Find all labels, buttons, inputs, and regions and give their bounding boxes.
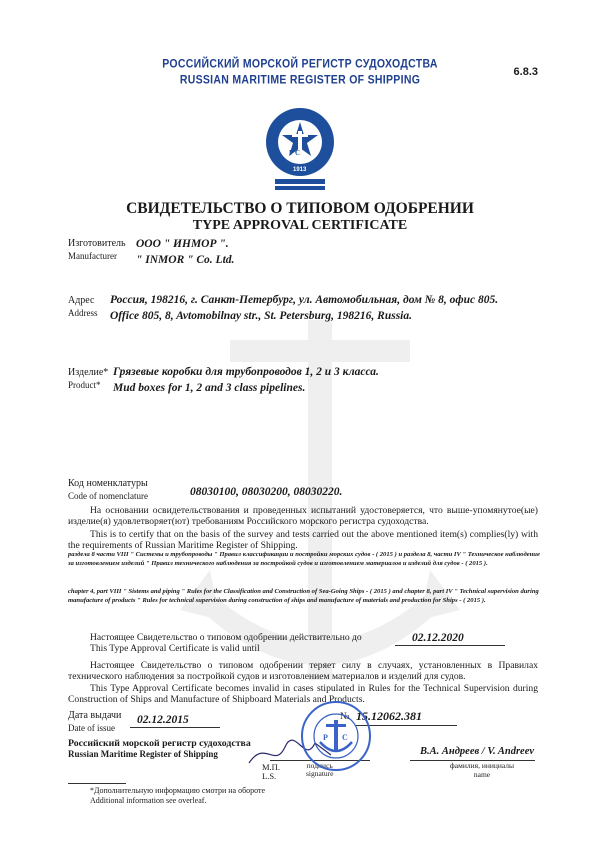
manufacturer-value — [136, 236, 234, 268]
address-value-en: Office 805, 8, Avtomobilnay str., St. Petersburg, 198216, Russia. — [110, 310, 412, 322]
svg-text:Р: Р — [323, 733, 328, 742]
seal-mark — [262, 763, 280, 781]
nomenclature-value: 08030100, 08030200, 08030220. — [190, 486, 343, 498]
basis-en: This is to certify that on the basis of the survey and tests carried out the above mentioned item(s) complies(ly) with the requirements of Russian Maritime Register of Shipping. — [68, 529, 538, 552]
manufacturer-value-en: " INMOR " Co. Ltd. — [136, 254, 235, 266]
signatory-caption — [432, 762, 532, 779]
issue-date: 02.12.2015 — [137, 714, 189, 726]
validity-line — [395, 645, 505, 646]
form-number: 6.8.3 — [513, 66, 538, 78]
header-org-ru: РОССИЙСКИЙ МОРСКОЙ РЕГИСТР СУДОХОДСТВА — [162, 57, 438, 71]
register-header — [0, 56, 600, 88]
signature-caption-en: signature — [306, 769, 334, 778]
product-label-ru: Изделие* — [68, 367, 109, 378]
nomenclature-label-ru: Код номенклатуры — [68, 478, 148, 489]
seal-mark-ru: М.П. — [262, 762, 280, 772]
validity-date: 02.12.2020 — [412, 632, 464, 644]
product-label — [68, 367, 108, 391]
manufacturer-label-en: Manufacturer — [68, 251, 117, 261]
register-name — [68, 738, 251, 760]
header-org-en: RUSSIAN MARITIME REGISTER OF SHIPPING — [179, 73, 421, 87]
invalid-ru: Настоящее Свидетельство о типовом одобрении теряет силу в случаях, установленных в Правилах технического наблюдения за постройкой судов и изготовлением материалов и изделий для судов. — [68, 660, 538, 683]
validity-ru: Настоящее Свидетельство о типовом одобрении действительно до — [90, 632, 362, 643]
address-label — [68, 295, 98, 319]
footnote-rule — [68, 783, 126, 784]
product-value-en: Mud boxes for 1, 2 and 3 class pipelines. — [113, 382, 306, 394]
register-name-en: Russian Maritime Register of Shipping — [68, 749, 218, 759]
signatory-name: В.А. Андреев / V. Andreev — [420, 746, 535, 757]
issue-number: 15.12062.381 — [356, 709, 422, 723]
footnote-en: Additional information see overleaf. — [90, 796, 207, 805]
rules-en: chapter 4, part VIII " Sistems and piping " Rules for the Classification and Construction of Sea-Going Ships - ( 2015 ) and chapter 8, part IV " Technical supervision during manufacture of products " Rules for technical supervision during construction of ships and manufacture of materials and production for Ships - ( 2015 ). — [68, 588, 539, 604]
signatory-caption-en: name — [473, 769, 491, 779]
basis-ru: На основании освидетельствования и проведенных испытаний удостоверяется, что выше-упомянутое(ые) изделие(я) удовлетворяет(ют) требованиям Российского морского регистра судоходства. — [68, 505, 538, 528]
nomenclature-label — [68, 478, 148, 502]
emblem-year: 1913 — [293, 167, 307, 173]
manufacturer-value-ru: ООО " ИНМОР ". — [136, 238, 229, 250]
issue-label — [68, 710, 121, 734]
title-ru: СВИДЕТЕЛЬСТВО О ТИПОВОМ ОДОБРЕНИИ — [126, 200, 474, 217]
svg-text:С: С — [342, 733, 348, 742]
nomenclature-label-en: Code of nomenclature — [68, 491, 148, 501]
register-emblem-icon — [263, 97, 337, 197]
invalid-en: This Type Approval Certificate becomes invalid in cases stipulated in Rules for the Technical Supervision during Construction of Ships and Manufacture of Shipboard Materials and Products. — [68, 683, 538, 706]
issue-number-prefix: № — [340, 711, 350, 722]
issue-label-en: Date of issue — [68, 723, 115, 733]
manufacturer-label — [68, 238, 126, 262]
seal-mark-en: L.S. — [262, 771, 277, 781]
register-name-ru: Российский морской регистр судоходства — [68, 738, 251, 749]
address-value-ru: Россия, 198216, г. Санкт-Петербург, ул. Автомобильная, дом № 8, офис 805. — [110, 294, 499, 306]
product-label-en: Product* — [68, 380, 101, 390]
footnote — [90, 786, 265, 806]
issue-label-ru: Дата выдачи — [68, 710, 122, 721]
register-stamp-icon — [300, 700, 372, 772]
rules-ru: раздела 8 части VIII " Системы и трубопроводы " Правил классификации и постройки морских судов - ( 2015 ) и раздела 8, части IV " Техническое наблюдение за изготовлением изделий " Правил технического наблюдения за постройкой судов и изготовлением материалов и изделий для судов - ( 2015 ). — [68, 551, 540, 567]
address-label-ru: Адрес — [68, 295, 95, 306]
signatory-caption-ru: фамилия, инициалы — [449, 761, 515, 770]
product-value-ru: Грязевые коробки для трубопроводов 1, 2 и 3 класса. — [113, 366, 379, 378]
emblem-letters: Р С — [289, 149, 301, 157]
product-value — [113, 364, 543, 396]
manufacturer-label-ru: Изготовитель — [68, 238, 126, 249]
issue-date-line — [130, 727, 220, 728]
address-label-en: Address — [68, 308, 98, 318]
validity-en: This Type Approval Certificate is valid until — [90, 643, 260, 654]
address-value — [110, 292, 550, 324]
signature-caption-ru: подпись — [306, 761, 333, 770]
footnote-ru: *Дополнительную информацию смотри на обороте — [90, 786, 266, 795]
title-en: TYPE APPROVAL CERTIFICATE — [192, 218, 408, 233]
